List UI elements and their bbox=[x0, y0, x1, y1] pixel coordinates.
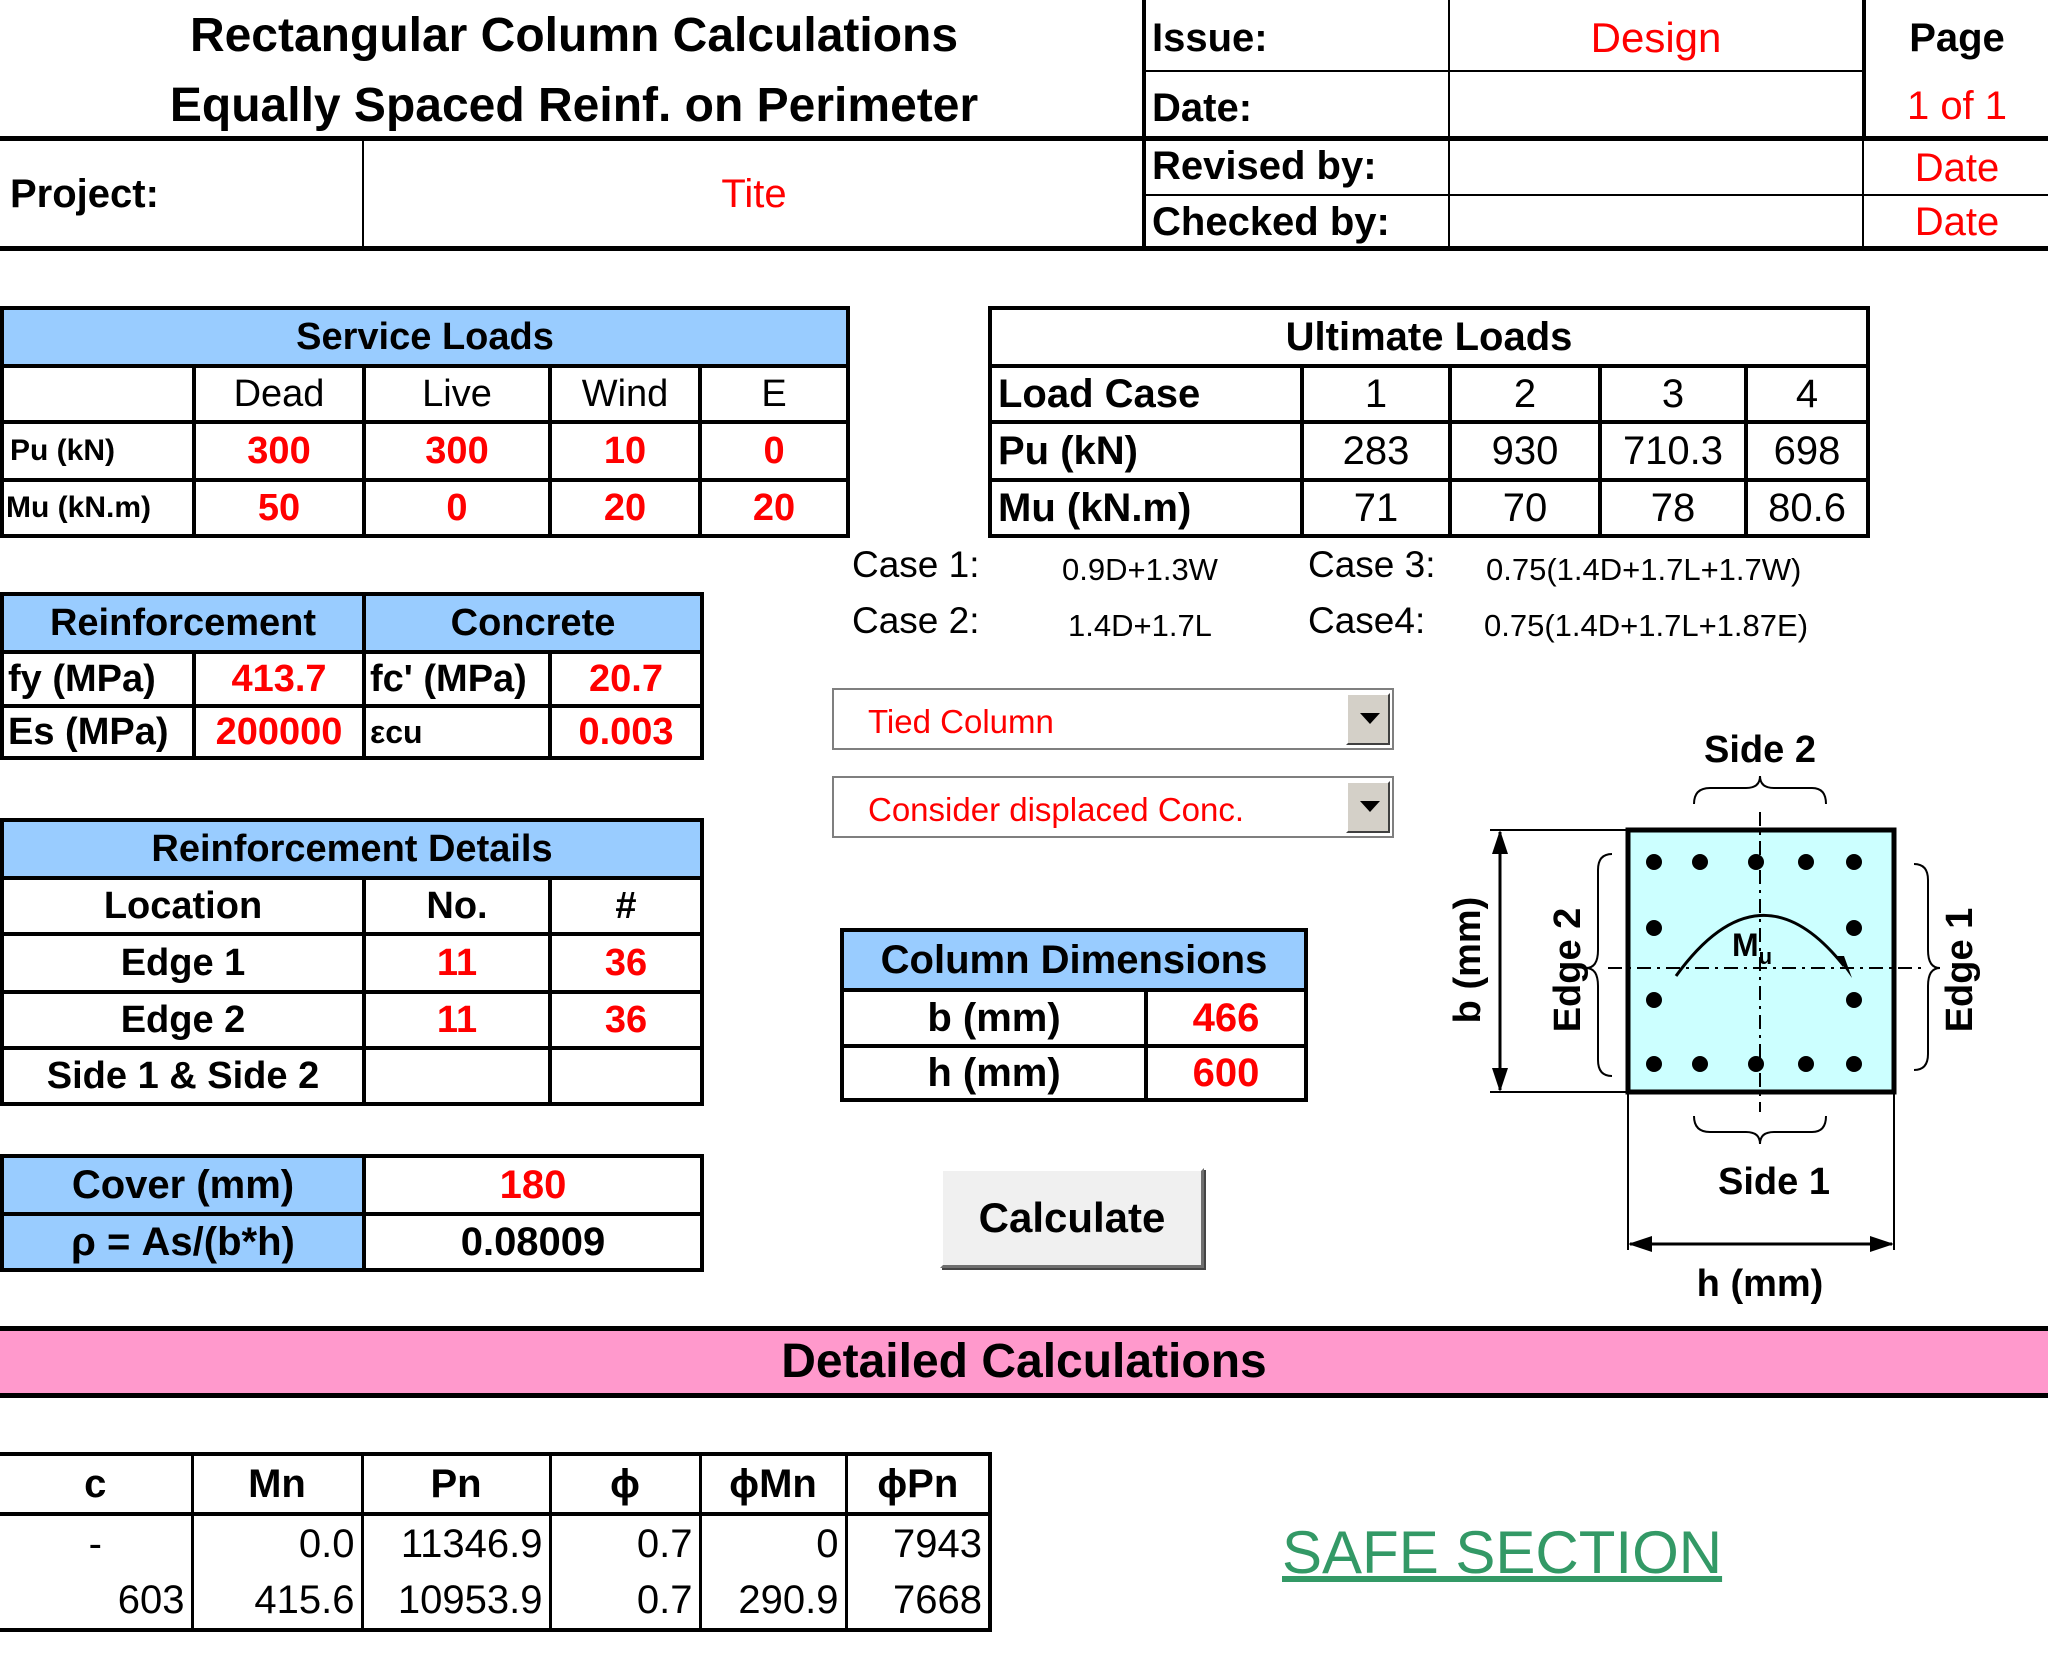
b-value[interactable]: 466 bbox=[1146, 990, 1306, 1046]
column-section-diagram bbox=[1440, 720, 2000, 1320]
date-label: Date: bbox=[1152, 86, 1253, 130]
reinf-details-title: Reinforcement Details bbox=[2, 820, 702, 878]
sheet-title-line1: Rectangular Column Calculations bbox=[189, 9, 959, 62]
ult-mu-2: 70 bbox=[1450, 480, 1600, 536]
cover-table bbox=[0, 1154, 704, 1272]
fy-label: fy (MPa) bbox=[2, 652, 194, 706]
column-dimensions-table bbox=[840, 928, 1308, 1102]
edge1-label: Edge 1 bbox=[1939, 907, 1981, 1033]
ult-mu-3: 78 bbox=[1600, 480, 1746, 536]
case-2-header: 2 bbox=[1450, 366, 1600, 422]
table-cell: 0 bbox=[700, 1514, 846, 1572]
edge2-brace bbox=[1586, 854, 1612, 1076]
case-1-header: 1 bbox=[1302, 366, 1450, 422]
es-label: Es (MPa) bbox=[2, 706, 194, 758]
table-cell: 10953.9 bbox=[362, 1572, 550, 1630]
ult-pu-2: 930 bbox=[1450, 422, 1600, 480]
col-pn: Pn bbox=[362, 1454, 550, 1514]
row-label: Pu (kN) bbox=[2, 422, 194, 480]
fy-value[interactable]: 413.7 bbox=[194, 652, 364, 706]
column-dims-title: Column Dimensions bbox=[842, 930, 1306, 990]
col-c: c bbox=[0, 1454, 192, 1514]
col-dead: Dead bbox=[194, 366, 364, 422]
col-phi: ϕ bbox=[550, 1454, 700, 1514]
location-edge2: Edge 2 bbox=[2, 992, 364, 1048]
project-value[interactable]: Tite bbox=[721, 172, 787, 216]
h-label: h (mm) bbox=[842, 1046, 1146, 1100]
ecu-value[interactable]: 0.003 bbox=[550, 706, 702, 758]
col-phi-mn: ϕMn bbox=[700, 1454, 846, 1514]
table-cell: 7943 bbox=[893, 1521, 982, 1566]
case2-formula: 1.4D+1.7L bbox=[1068, 608, 1212, 643]
sides-no[interactable] bbox=[364, 1048, 550, 1104]
header-bottom-border bbox=[0, 246, 2048, 251]
side1-brace bbox=[1694, 1116, 1826, 1144]
sheet-title-line2: Equally Spaced Reinf. on Perimeter bbox=[169, 79, 979, 132]
rho-label: ρ = As/(b*h) bbox=[2, 1214, 364, 1270]
sides-size[interactable] bbox=[550, 1048, 702, 1104]
checked-by-label: Checked by: bbox=[1152, 200, 1390, 244]
table-cell: 415.6 bbox=[192, 1572, 362, 1630]
col-live: Live bbox=[364, 366, 550, 422]
case2-label: Case 2: bbox=[852, 600, 980, 641]
results-table bbox=[0, 1452, 992, 1632]
page-label: Page bbox=[1909, 16, 2005, 60]
row-label: Mu (kN.m) bbox=[990, 480, 1302, 536]
chevron-down-icon[interactable] bbox=[1346, 693, 1390, 745]
location-edge1: Edge 1 bbox=[2, 934, 364, 992]
column-type-select[interactable] bbox=[832, 688, 1394, 750]
row-label: Pu (kN) bbox=[990, 422, 1302, 480]
case1-label: Case 1: bbox=[852, 544, 980, 585]
case3-label: Case 3: bbox=[1308, 544, 1436, 585]
table-cell: 603 bbox=[0, 1572, 192, 1630]
table-cell: 0.7 bbox=[550, 1572, 700, 1630]
col-location: Location bbox=[2, 878, 364, 934]
col-e: E bbox=[700, 366, 848, 422]
ult-pu-3: 710.3 bbox=[1600, 422, 1746, 480]
service-loads-title: Service Loads bbox=[2, 308, 848, 366]
edge1-no[interactable]: 11 bbox=[364, 934, 550, 992]
pu-wind[interactable]: 10 bbox=[550, 422, 700, 480]
side1-label: Side 1 bbox=[1718, 1161, 1830, 1203]
edge2-label: Edge 2 bbox=[1547, 907, 1589, 1033]
col-phi-pn: ϕPn bbox=[877, 1461, 959, 1506]
column-type-value: Tied Column bbox=[868, 703, 1054, 740]
reinforcement-title: Reinforcement bbox=[2, 594, 364, 652]
displaced-concrete-value: Consider displaced Conc. bbox=[868, 791, 1245, 828]
ult-mu-1: 71 bbox=[1302, 480, 1450, 536]
detailed-calculations-banner bbox=[0, 1326, 2048, 1398]
case1-formula: 0.9D+1.3W bbox=[1062, 552, 1218, 587]
case-4-header: 4 bbox=[1746, 366, 1868, 422]
edge2-size[interactable]: 36 bbox=[550, 992, 702, 1048]
ult-pu-4: 698 bbox=[1746, 422, 1868, 480]
ultimate-loads-title: Ultimate Loads bbox=[990, 308, 1868, 366]
table-cell: 0.0 bbox=[192, 1514, 362, 1572]
displaced-concrete-select[interactable] bbox=[832, 776, 1394, 838]
b-label: b (mm) bbox=[842, 990, 1146, 1046]
mu-live[interactable]: 0 bbox=[364, 480, 550, 536]
table-cell: 0.7 bbox=[550, 1514, 700, 1572]
pu-e[interactable]: 0 bbox=[700, 422, 848, 480]
ult-mu-4: 80.6 bbox=[1746, 480, 1868, 536]
issue-label: Issue: bbox=[1152, 16, 1268, 60]
fc-label: fc' (MPa) bbox=[364, 652, 550, 706]
edge1-brace bbox=[1914, 864, 1940, 1070]
case-3-header: 3 bbox=[1600, 366, 1746, 422]
location-sides: Side 1 & Side 2 bbox=[2, 1048, 364, 1104]
checked-date[interactable]: Date bbox=[1914, 200, 2000, 244]
side2-brace bbox=[1694, 776, 1826, 804]
revised-date[interactable]: Date bbox=[1914, 146, 2000, 190]
b-axis-label: b (mm) bbox=[1447, 896, 1489, 1024]
ultimate-loads-table bbox=[988, 306, 1870, 538]
reinforcement-details-table bbox=[0, 818, 704, 1106]
side2-label: Side 2 bbox=[1704, 729, 1816, 771]
mu-wind[interactable]: 20 bbox=[550, 480, 700, 536]
row-label: Mu (kN.m) bbox=[2, 480, 194, 536]
header-vline bbox=[1142, 0, 1146, 250]
load-case-label: Load Case bbox=[990, 366, 1302, 422]
mu-dead[interactable]: 50 bbox=[194, 480, 364, 536]
ecu-label: εcu bbox=[364, 706, 550, 758]
rho-value: 0.08009 bbox=[364, 1214, 702, 1270]
es-value[interactable]: 200000 bbox=[194, 706, 364, 758]
calculate-button[interactable]: Calculate bbox=[940, 1168, 1204, 1268]
materials-table bbox=[0, 592, 704, 760]
safe-section-status: SAFE SECTION bbox=[1282, 1519, 1723, 1586]
case3-formula: 0.75(1.4D+1.7L+1.7W) bbox=[1486, 552, 1802, 587]
ult-pu-1: 283 bbox=[1302, 422, 1450, 480]
service-loads-table bbox=[0, 306, 850, 538]
cover-value[interactable]: 180 bbox=[364, 1156, 702, 1214]
case4-label: Case4: bbox=[1308, 600, 1426, 641]
header-divider bbox=[0, 136, 2048, 141]
revised-by-label: Revised by: bbox=[1152, 144, 1377, 188]
col-no: No. bbox=[364, 878, 550, 934]
h-value[interactable]: 600 bbox=[1146, 1046, 1306, 1100]
h-axis-label: h (mm) bbox=[1696, 1263, 1824, 1305]
mu-e[interactable]: 20 bbox=[700, 480, 848, 536]
cover-label: Cover (mm) bbox=[2, 1156, 364, 1214]
table-cell: 7668 bbox=[893, 1577, 982, 1622]
pu-dead[interactable]: 300 bbox=[194, 422, 364, 480]
table-cell: - bbox=[0, 1514, 192, 1572]
edge2-no[interactable]: 11 bbox=[364, 992, 550, 1048]
concrete-title: Concrete bbox=[364, 594, 702, 652]
col-wind: Wind bbox=[550, 366, 700, 422]
edge1-size[interactable]: 36 bbox=[550, 934, 702, 992]
col-mn: Mn bbox=[192, 1454, 362, 1514]
table-cell: 11346.9 bbox=[362, 1514, 550, 1572]
fc-value[interactable]: 20.7 bbox=[550, 652, 702, 706]
moment-label: $M_u$ bbox=[1732, 927, 1773, 969]
detailed-calculations-title: Detailed Calculations bbox=[781, 1335, 1267, 1388]
project-label: Project: bbox=[10, 172, 159, 216]
case4-formula: 0.75(1.4D+1.7L+1.87E) bbox=[1484, 608, 1809, 643]
chevron-down-icon[interactable] bbox=[1346, 781, 1390, 833]
page-value: 1 of 1 bbox=[1906, 84, 2008, 128]
table-cell: 290.9 bbox=[700, 1572, 846, 1630]
date-value[interactable] bbox=[1450, 82, 1862, 132]
issue-value[interactable]: Design bbox=[1590, 14, 1722, 61]
col-size: # bbox=[550, 878, 702, 934]
pu-live[interactable]: 300 bbox=[364, 422, 550, 480]
